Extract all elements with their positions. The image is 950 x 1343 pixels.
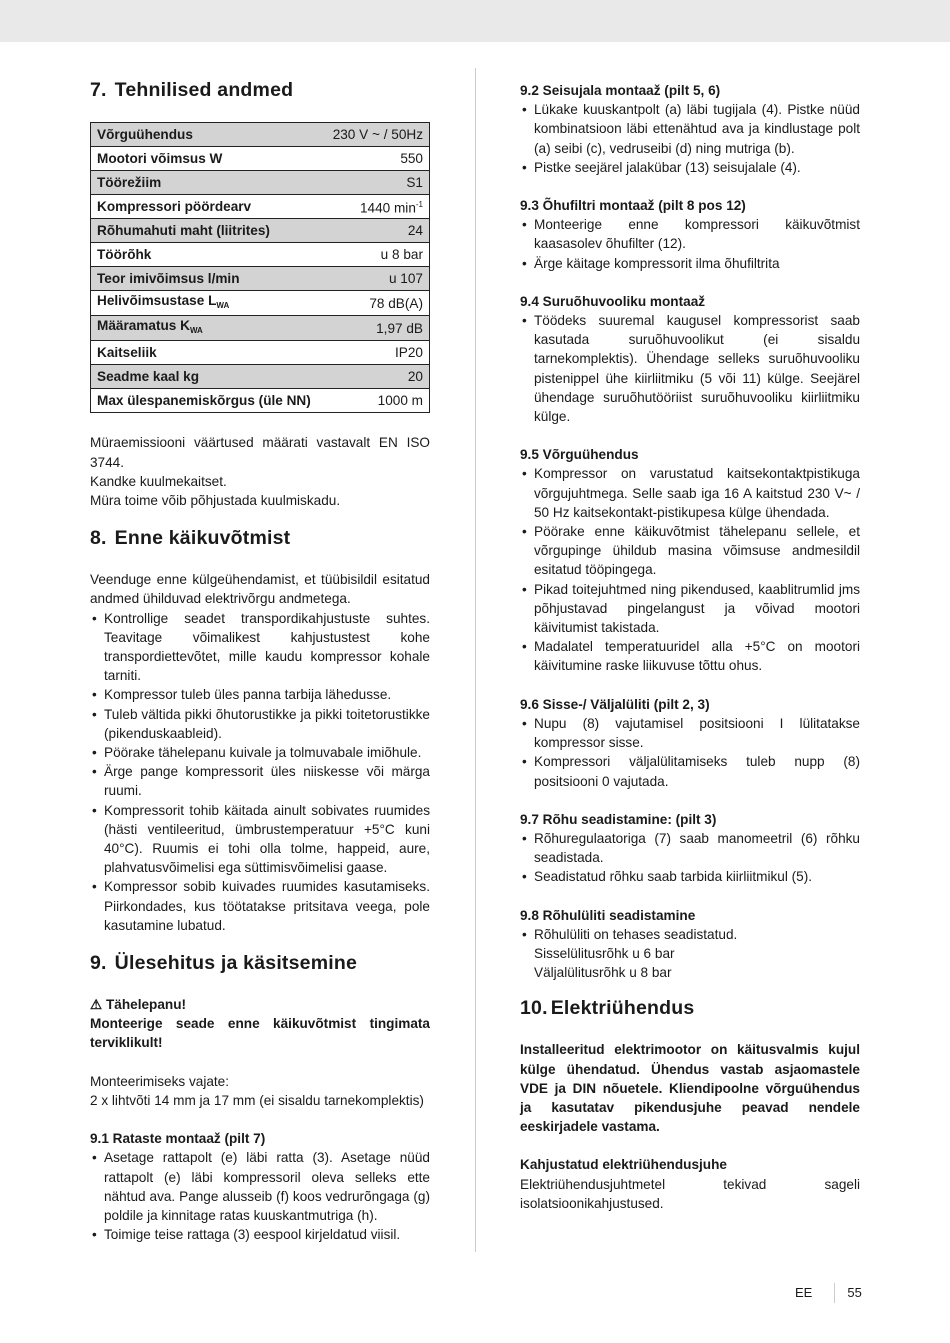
spec-value xyxy=(324,123,430,147)
spec-value-text: 550 xyxy=(400,150,423,166)
spec-label xyxy=(91,195,324,219)
section-number: 7. xyxy=(90,79,107,101)
spec-value-text: 230 V ~ / 50Hz xyxy=(332,126,423,142)
spec-value-text: u 107 xyxy=(388,270,423,286)
list-item: • Pistke seejärel jalakübar (13) seisujalale (4). xyxy=(520,158,860,177)
list-item: • Kompressor on varustatud kaitsekontaktpistikuga võrgujuhtmega. Selle saab iga 16 A kaitstud 230 V~ / 50 Hz kaitsekontakt-pistikupesa külge ühendada. xyxy=(520,464,860,522)
left-column xyxy=(90,78,430,1244)
spec-label xyxy=(91,389,324,413)
list-item: • Tuleb vältida pikki õhutorustikke ja pikki toitetorustikke (pikenduskaableid). xyxy=(90,705,430,743)
table-row xyxy=(91,341,430,365)
page-footer xyxy=(795,1283,862,1303)
column-divider xyxy=(475,68,476,1252)
list-item: • Pöörake enne käikuvõtmist tähelepanu sellele, et võrgupinge ühildub masina võimsuse andmesildil esitatud tööpingega. xyxy=(520,522,860,580)
spec-value xyxy=(324,267,430,291)
spec-label-text: Määramatus K xyxy=(97,318,190,334)
section-number: 10. xyxy=(520,997,548,1020)
bullet-list xyxy=(520,464,860,675)
spec-value-text: 1,97 dB xyxy=(376,320,423,336)
spec-value-text: 24 xyxy=(407,222,423,238)
needs-label: Monteerimiseks vajate: xyxy=(90,1073,230,1089)
spec-table xyxy=(90,122,430,413)
list-item: • Pikad toitejuhtmed ning pikendused, kaablitrumlid jms põhjustavad pingelangust ja võivad mootori käivitumist takistada. xyxy=(520,580,860,638)
spec-label-text: Kompressori pöördearv xyxy=(97,198,252,214)
list-item: • Toimige teise rattaga (3) eespool kirjeldatud viisil. xyxy=(90,1225,430,1244)
table-row xyxy=(91,123,430,147)
spec-label-text: Teor imivõimsus l/min xyxy=(97,270,240,286)
subsection-heading: Kahjustatud elektriühendusjuhe xyxy=(520,1157,727,1173)
subscript: WA xyxy=(216,301,230,310)
list-item: • Rõhulüliti on tehases seadistatud. xyxy=(520,925,860,944)
right-column xyxy=(520,81,860,1213)
table-row xyxy=(91,316,430,341)
section-10-heading xyxy=(520,996,860,1020)
list-item: • Töödeks suuremal kaugusel kompressorist saab kasutada suruõhuvoolikut (ei sisaldu tarnekomplektis). Ühendage selleks suruõhuvooliku pistenippel ühe kiirliitmiku (5 või 11) külge. Seejärel ühendage suruõhutööriist suruõhuvooliku kiirliitmiku külge. xyxy=(520,311,860,426)
list-item: • Kontrollige seadet transpordikahjustuste suhtes. Teavitage võimalikest kahjustustest kohe transpordiettevõtet, mille kaudu kompressor kohale tarniti. xyxy=(90,609,430,686)
list-item: • Nupu (8) vajutamisel positsiooni I lülitatakse kompressor sisse. xyxy=(520,714,860,752)
table-row xyxy=(91,389,430,413)
spec-label-text: Töörežiim xyxy=(97,174,162,190)
spec-value xyxy=(324,341,430,365)
bullet-list xyxy=(520,714,860,791)
spec-value xyxy=(324,147,430,171)
superscript: -1 xyxy=(415,200,423,210)
section-9-heading xyxy=(90,951,430,975)
list-item: • Ärge pange kompressorit üles niiskesse või märga ruumi. xyxy=(90,762,430,800)
pressure-off: Väljalülitusrõhk u 8 bar xyxy=(534,965,672,981)
spec-value-text: IP20 xyxy=(395,345,423,361)
spec-value-text: S1 xyxy=(406,174,423,190)
subsection-heading: 9.5 Võrguühendus xyxy=(520,447,639,463)
spec-label xyxy=(91,219,324,243)
spec-value xyxy=(324,195,430,219)
spec-label-text: Max ülespanemiskõrgus (üle NN) xyxy=(97,393,311,409)
table-row xyxy=(91,195,430,219)
table-row xyxy=(91,267,430,291)
spec-value xyxy=(324,365,430,389)
spec-label-text: Seadme kaal kg xyxy=(97,369,200,385)
spec-value-text: u 8 bar xyxy=(380,246,423,262)
table-row xyxy=(91,147,430,171)
spec-value xyxy=(324,219,430,243)
subscript: WA xyxy=(189,326,203,336)
list-item: • Monteerige enne kompressori käikuvõtmist kaasasolev õhufilter (12). xyxy=(520,215,860,253)
list-item: • Pöörake tähelepanu kuivale ja tolmuvabale imiõhule. xyxy=(90,743,430,762)
subsection-heading: 9.2 Seisujala montaaž (pilt 5, 6) xyxy=(520,83,721,98)
table-row xyxy=(91,243,430,267)
spec-label-text: Rõhumahuti maht (liitrites) xyxy=(97,222,270,238)
spec-value-text: 1440 min xyxy=(359,200,416,216)
list-item: • Kompressor tuleb üles panna tarbija lähedusse. xyxy=(90,685,430,704)
spec-label xyxy=(91,123,324,147)
spec-label-text: Võrguühendus xyxy=(97,126,193,142)
table-row xyxy=(91,365,430,389)
subsection-heading: 9.7 Rõhu seadistamine: (pilt 3) xyxy=(520,811,717,827)
spec-label xyxy=(91,341,324,365)
footer-divider xyxy=(834,1283,835,1303)
spec-value-text: 78 dB(A) xyxy=(369,295,423,311)
spec-value xyxy=(324,171,430,195)
spec-label-text: Helivõimsustase L xyxy=(97,293,217,308)
spec-value xyxy=(324,243,430,267)
pressure-on: Sisselülitusrõhk u 6 bar xyxy=(534,945,675,961)
spec-label xyxy=(91,291,324,316)
section-title: Enne käikuvõtmist xyxy=(114,527,291,550)
page-number: 55 xyxy=(847,1285,862,1301)
section-7-heading xyxy=(90,78,430,102)
note: Kandke kuulmekaitset. xyxy=(90,473,227,489)
paragraph: Veenduge enne külgeühendamist, et tüübisildil esitatud andmed ühilduvad elektrivõrgu andmetega. xyxy=(90,572,430,607)
warning-title: ⚠ Tähelepanu! xyxy=(90,997,187,1013)
table-row xyxy=(91,291,430,316)
list-item: • Lükake kuuskantpolt (a) läbi tugijala (4). Pistke nüüd kombinatsioon läbi ettenähtud ava ja kindlustage polt (a) seibi (c), vedruseibi (d) ning mutriga (b). xyxy=(520,100,860,158)
spec-label xyxy=(91,316,324,341)
spec-label-text: Töörõhk xyxy=(97,246,152,262)
warning-text: Monteerige seade enne käikuvõtmist tingimata terviklikult! xyxy=(90,1016,430,1051)
table-row xyxy=(91,219,430,243)
spec-value-text: 1000 m xyxy=(377,393,423,409)
list-item: • Ärge käitage kompressorit ilma õhufiltrita xyxy=(520,254,860,273)
list-item: • Kompressor sobib kuivades ruumides kasutamiseks. Piirkondades, kus töötatakse pritsitava veega, pole kasutamine lubatud. xyxy=(90,877,430,935)
note: Müra toime võib põhjustada kuulmiskadu. xyxy=(90,493,341,509)
spec-label xyxy=(91,267,324,291)
spec-value-text: 20 xyxy=(407,369,423,385)
note: Müraemissiooni väärtused määrati vastavalt EN ISO 3744. xyxy=(90,435,430,470)
top-bar xyxy=(0,0,950,42)
section-number: 8. xyxy=(90,527,107,550)
bullet-list xyxy=(520,311,860,426)
spec-label-text: Kaitseliik xyxy=(97,345,157,361)
list-item: • Madalatel temperatuuridel alla +5°C on mootori käivitumine raske liikuvuse tõttu ohus. xyxy=(520,637,860,675)
paragraph-bold: Installeeritud elektrimootor on käitusvalmis kujul külge ühendatud. Ühendus vastab asjaomastele VDE ja DIN nõuetele. Kliendipoolne võrguühendus ja kasutatav pikendusjuhe peavad nendele eeskirjadele vastama. xyxy=(520,1042,860,1135)
list-item: • Asetage rattapolt (e) läbi ratta (3). Asetage nüüd rattapolt (e) läbi kompressoril oleva selleks ette nähtud ava. Pange alusseib (f) koos vedrurõngaga (g) poldile ja kinnitage ratas kuuskantmutriga (h). xyxy=(90,1148,430,1225)
bullet-list xyxy=(90,609,430,935)
section-title: Elektriühendus xyxy=(550,997,695,1020)
bullet-list xyxy=(90,1148,430,1244)
spec-value xyxy=(324,316,430,341)
subsection-heading: 9.1 Rataste montaaž (pilt 7) xyxy=(90,1131,266,1147)
section-title: Ülesehitus ja käsitsemine xyxy=(114,952,358,975)
subsection-heading: 9.6 Sisse-/ Väljalüliti (pilt 2, 3) xyxy=(520,696,710,712)
paragraph: Elektriühendusjuhtmetel tekivad sageli isolatsioonikahjustused. xyxy=(520,1176,860,1211)
needs-text: 2 x lihtvõti 14 mm ja 17 mm (ei sisaldu tarnekomplektis) xyxy=(90,1092,424,1108)
list-item: • Kompressori väljalülitamiseks tuleb nupp (8) positsiooni 0 vajutada. xyxy=(520,752,860,790)
spec-label xyxy=(91,243,324,267)
spec-label xyxy=(91,147,324,171)
spec-value xyxy=(324,291,430,316)
language-code: EE xyxy=(795,1285,813,1301)
bullet-list xyxy=(520,829,860,887)
bullet-list xyxy=(520,925,860,944)
bullet-list xyxy=(520,100,860,177)
spec-label xyxy=(91,365,324,389)
table-row xyxy=(91,171,430,195)
section-number: 9. xyxy=(90,952,107,975)
list-item: • Kompressorit tohib käitada ainult sobivates ruumides (hästi ventileeritud, ümbrustemperatuur +5°C kuni 40°C). Ruumis ei tohi olla tolme, happeid, aure, plahvatusvõimelisi ega süttimisvõimelisi gaase. xyxy=(90,801,430,878)
list-item: • Rõhuregulaatoriga (7) saab manomeetril (6) rõhku seadistada. xyxy=(520,829,860,867)
subsection-heading: 9.8 Rõhulüliti seadistamine xyxy=(520,907,696,923)
spec-value xyxy=(324,389,430,413)
spec-label xyxy=(91,171,324,195)
section-title: Tehnilised andmed xyxy=(114,79,294,101)
bullet-list xyxy=(520,215,860,273)
spec-label-text: Mootori võimsus W xyxy=(97,150,223,166)
subsection-heading: 9.3 Õhufiltri montaaž (pilt 8 pos 12) xyxy=(520,198,746,214)
subsection-heading: 9.4 Suruõhuvooliku montaaž xyxy=(520,293,706,309)
list-item: • Seadistatud rõhku saab tarbida kiirliitmikul (5). xyxy=(520,867,860,886)
section-8-heading xyxy=(90,526,430,550)
